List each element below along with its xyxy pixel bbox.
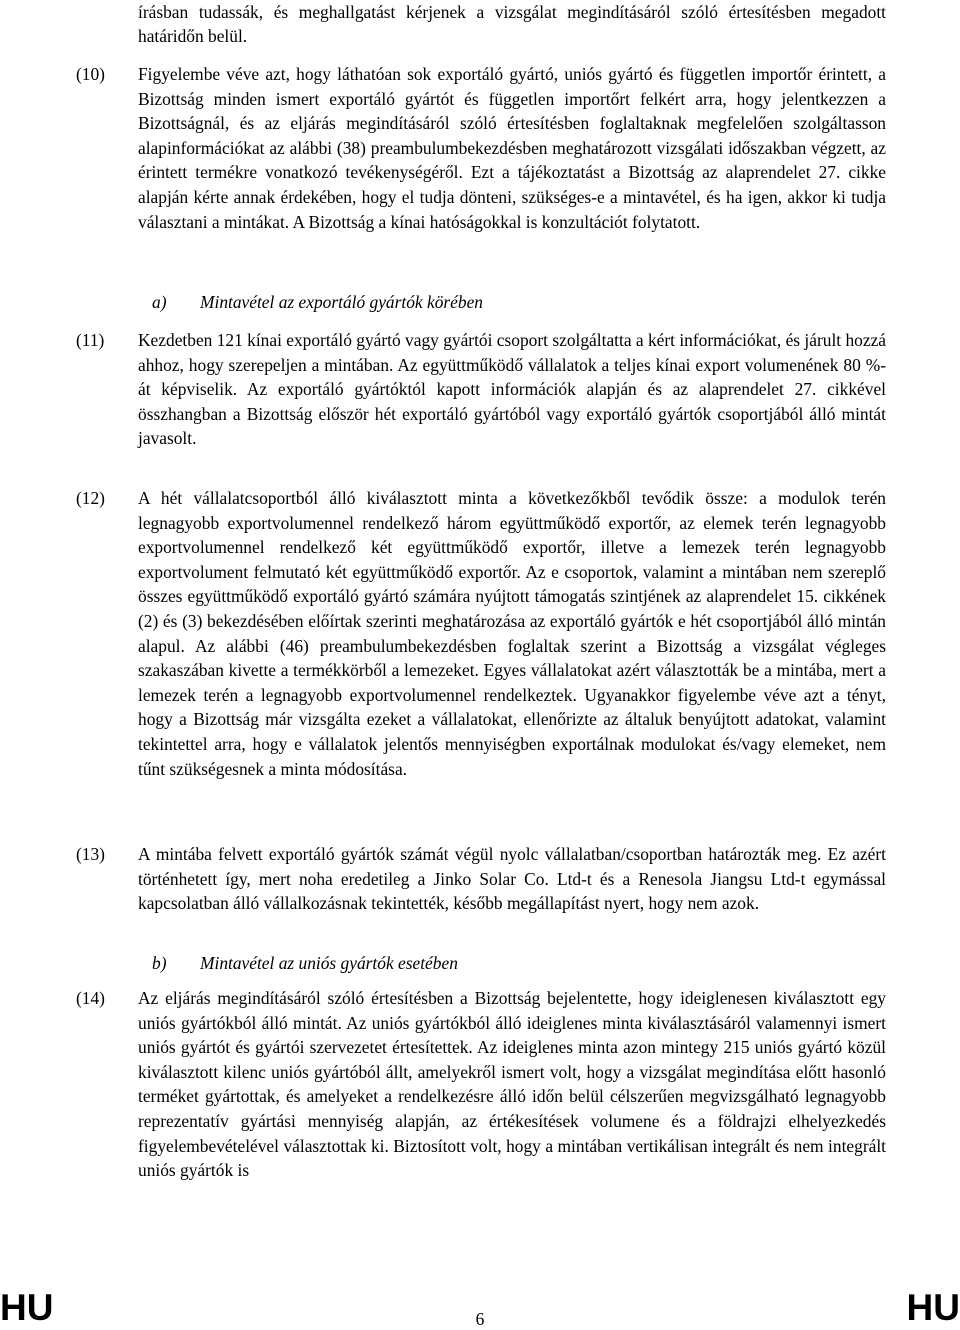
paragraph-number: (11) — [76, 330, 105, 350]
paragraph-text: A hét vállalatcsoportból álló kiválasztott minta a következőkből tevődik össze: a modulok terén legnagyobb exportvolumennel rendelkező három együttműködő exportőr, az elemek terén legnagyobb exportvolumennel rendelkező két együttműködő exportőr, illetve a lemezek terén legnagyobb exportvolument felmutató két együttműködő exportőr. Az e csoportok, valamint a mintában nem szereplő összes együttműködő exportáló gyártó számára nyújtott támogatás szintjének az alaprendelet 15. cikkének (2) és (3) bekezdésében előírtak szerinti meghatározása az exportáló gyártók e hét csoportjából álló mintán alapul. Az alábbi (46) preambulumbekezdésben foglaltak szerint a Bizottság a vizsgálat végleges szakaszában kivette a termékkörből a lemezeket. Egyes vállalatokat azért választották be a mintába, mert a lemezek terén a legnagyobb exportvolumennel rendelkeztek. Ugyanakkor figyelembe véve azt a tényt, hogy a Bizottság már vizsgálta ezeket a vállalatokat, ellenőrizte az általuk benyújtott adatokat, valamint tekintettel arra, hogy e vállalatok jelentős mennyiségben exportálnak modulokat és/vagy elemeket, nem tűnt szükségesnek a minta módosítása. — [138, 488, 886, 779]
paragraph-11 — [76, 328, 887, 451]
subheading-b — [152, 951, 458, 975]
paragraph-number: (14) — [76, 988, 105, 1008]
paragraph-text: Az eljárás megindításáról szóló értesítésben a Bizottság bejelentette, hogy ideiglenesen kiválasztott egy uniós gyártókból álló mintát. Az uniós gyártókból álló ideiglenes minta kiválasztásáról valamennyi ismert uniós gyártót és gyártói szervezetet értesítettek. Az ideiglenes minta azon mintegy 215 uniós gyártó közül kiválasztott kilenc uniós gyártóból állt, amelyekről ismert volt, hogy a vizsgálat megindítása előtt hasonló terméket gyártottak, és amelyeket a rendelkezésre álló időn belül célszerűen megvizsgálható legnagyobb reprezentatív gyártási mennyiség alapján, az értékesítések volumene és a földrajzi elhelyezkedés figyelembevételével választottak ki. Biztosított volt, hogy a mintában vertikálisan integrált és nem integrált uniós gyártók is — [138, 988, 886, 1181]
paragraph-14 — [76, 986, 886, 1183]
paragraph-13 — [76, 842, 886, 916]
paragraph-text: Kezdetben 121 kínai exportáló gyártó vagy gyártói csoport szolgáltatta a kért információkat, és járult hozzá ahhoz, hogy szerepeljen a mintában. Az együttműködő vállalatok a teljes kínai export volumenének 80 %-át képviselik. Az exportáló gyártóktól kapott információk alapján és az alaprendelet 27. cikkével összhangban a Bizottság először hét exportáló gyártóból vagy exportáló gyártók csoportjából álló mintát javasolt. — [138, 330, 887, 449]
paragraph-10 — [76, 62, 886, 234]
paragraph-text: A mintába felvett exportáló gyártók számát végül nyolc vállalatban/csoportban határozták meg. Ez azért történhetett így, mert noha eredetileg a Jinko Solar Co. Ltd-t és a Renesola Jiangsu Ltd-t egymással kapcsolatban álló vállalkozásnak tekintették, később megállapítást nyert, hogy nem azok. — [138, 844, 886, 914]
subheading-letter: b) — [152, 953, 167, 973]
paragraph-text: Figyelembe véve azt, hogy láthatóan sok exportáló gyártó, uniós gyártó és független importőr érintett, a Bizottság minden ismert exportáló gyártót és független importőrt felkért arra, hogy jelentkezzen a Bizottságnál, és az eljárás megindításáról szóló értesítésben foglaltaknak megfelelően szolgáltasson alapinformációkat az alábbi (38) preambulumbekezdésben meghatározott vizsgálati időszakban végzett, az érintett termékre vonatkozó tevékenységéről. Ezt a tájékoztatást a Bizottság az alaprendelet 27. cikke alapján kérte annak érdekében, hogy el tudja dönteni, szükséges-e a mintavétel, és ha igen, akkor ki tudja választani a mintákat. A Bizottság a kínai hatóságokkal is konzultációt folytatott. — [138, 64, 886, 232]
subheading-title: Mintavétel az exportáló gyártók körében — [200, 292, 483, 312]
subheading-title: Mintavétel az uniós gyártók esetében — [200, 953, 458, 973]
subheading-a — [152, 290, 483, 314]
subheading-letter: a) — [152, 292, 167, 312]
paragraph-number: (13) — [76, 844, 105, 864]
footer-language-right: HU — [906, 1287, 960, 1328]
page-number: 6 — [475, 1309, 485, 1329]
paragraph-12 — [76, 486, 886, 781]
continuation-text: írásban tudassák, és meghallgatást kérjenek a vizsgálat megindításáról szóló értesítésben megadott határidőn belül. — [138, 2, 886, 47]
paragraph-number: (10) — [76, 64, 105, 84]
paragraph-number: (12) — [76, 488, 105, 508]
footer-language-left: HU — [0, 1287, 54, 1328]
